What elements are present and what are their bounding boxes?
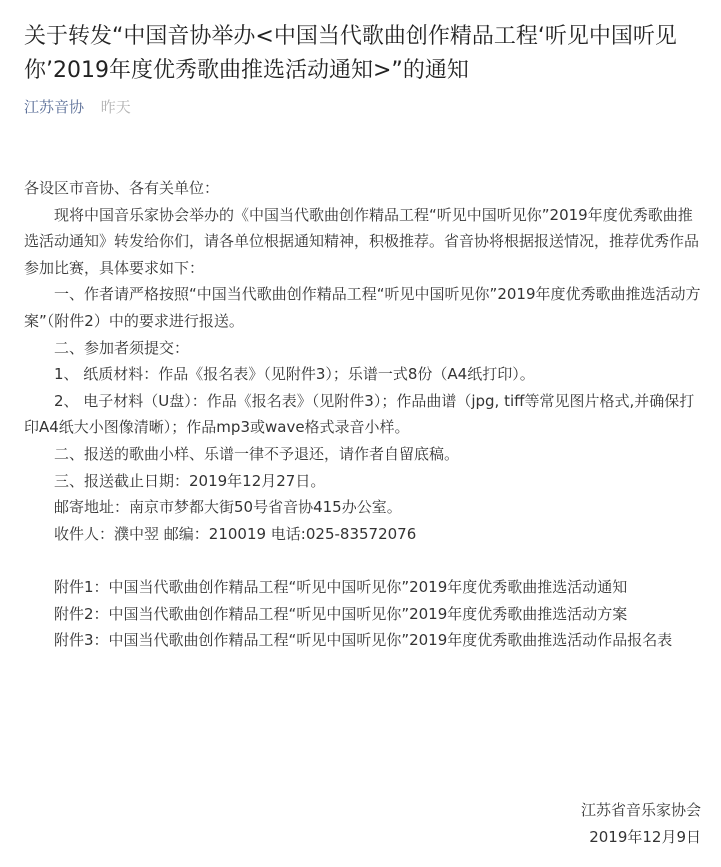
requirement-1: 一、作者请严格按照“中国当代歌曲创作精品工程“听见中国听见你”2019年度优秀歌曲推选活动方案”（附件2）中的要求进行报送。 [24, 285, 701, 330]
article-title: 关于转发“中国音协举办<中国当代歌曲创作精品工程‘听见中国听见你’2019年度优秀歌曲推选活动通知>”的通知 [24, 24, 677, 83]
article-body [24, 175, 706, 654]
requirement-2-1: 1、 纸质材料：作品《报名表》（见附件3）；乐谱一式8份（A4纸打印）。 [54, 365, 535, 384]
requirement-3: 二、报送的歌曲小样、乐谱一律不予退还，请作者自留底稿。 [54, 444, 460, 463]
spacer [24, 547, 706, 574]
signature-org: 江苏省音乐家协会 [580, 801, 701, 819]
signature-date: 2019年12月9日 [589, 827, 701, 846]
deadline: 三、报送截止日期：2019年12月27日。 [54, 471, 326, 490]
signature-block [581, 797, 701, 850]
requirement-2-2: 2、 电子材料（U盘）：作品《报名表》（见附件3）；作品曲谱（jpg, tiff等常见图片格式,并确保打印A4纸大小图像清晰）；作品mp3或wave格式录音小样。 [24, 391, 695, 437]
salutation: 各设区市音协、各有关单位： [24, 179, 220, 197]
requirement-2: 二、参加者须提交： [54, 338, 190, 357]
article-meta [24, 96, 131, 118]
publish-date: 昨天 [100, 98, 131, 116]
account-name-link[interactable]: 江苏音协 [24, 98, 85, 116]
attachment-2: 附件2：中国当代歌曲创作精品工程“听见中国听见你”2019年度优秀歌曲推选活动方案 [54, 604, 628, 623]
intro-paragraph: 现将中国音乐家协会举办的《中国当代歌曲创作精品工程“听见中国听见你”2019年度优秀歌曲推选活动通知》转发给你们，请各单位根据通知精神，积极推荐。省音协将根据报送情况，推荐优秀作品参加比赛，具体要求如下： [24, 205, 700, 277]
attachment-1: 附件1：中国当代歌曲创作精品工程“听见中国听见你”2019年度优秀歌曲推选活动通知 [54, 577, 628, 596]
contact-info: 收件人：濮中翌 邮编：210019 电话:025-83572076 [54, 524, 417, 543]
mailing-address: 邮寄地址：南京市梦都大街50号省音协415办公室。 [54, 498, 402, 517]
attachment-3: 附件3：中国当代歌曲创作精品工程“听见中国听见你”2019年度优秀歌曲推选活动作品报名表 [54, 631, 673, 650]
